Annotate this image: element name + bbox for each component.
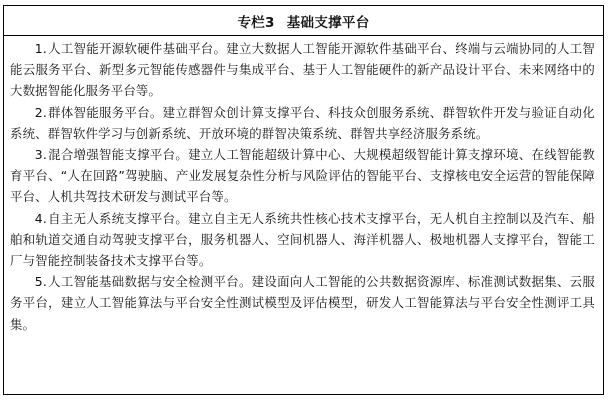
item-number: 5. (34, 274, 48, 290)
list-item-1 (10, 38, 595, 102)
item-number: 3. (34, 147, 48, 163)
item-text: 自主无人系统支撑平台。建立自主无人系统共性核心技术支撑平台，无人机自主控制以及汽车、船舶和轨道交通自动驾驶支撑平台，服务机器人、空间机器人、海洋机器人、极地机器人支撑平台，智能工厂与智能控制装备技术支撑平台等。 (10, 210, 595, 269)
list-item-5 (10, 271, 595, 335)
list-item-3 (10, 144, 595, 208)
item-number: 1. (34, 41, 48, 56)
list-item-2 (10, 102, 595, 144)
item-number: 4. (34, 210, 48, 226)
box-label: 专栏3 (237, 14, 275, 31)
item-text: 混合增强智能支撑平台。建立人工智能超级计算中心、大规模超级智能计算支撑环境、在线智能教育平台、“人在回路”驾驶脑、产业发展复杂性分析与风险评估的智能平台、支撑核电安全运营的智能保障平台、人机共驾技术研发与测试平台等。 (10, 147, 595, 205)
item-text: 人工智能基础数据与安全检测平台。建设面向人工智能的公共数据资源库、标准测试数据集、云服务平台，建立人工智能算法与平台安全性测试模型及评估模型，研发人工智能算法与平台安全性测评工具集。 (10, 274, 595, 332)
box-header (4, 6, 603, 36)
item-text: 群体智能服务平台。建立群智众创计算支撑平台、科技众创服务系统、群智软件开发与验证自动化系统、群智软件学习与创新系统、开放环境的群智决策系统、群智共享经济服务系统。 (10, 104, 595, 141)
item-number: 2. (34, 104, 48, 120)
box-content (4, 36, 603, 335)
box-title: 基础支撑平台 (286, 14, 370, 31)
feature-box (3, 5, 604, 395)
item-text: 人工智能开源软硬件基础平台。建立大数据人工智能开源软件基础平台、终端与云端协同的人工智能云服务平台、新型多元智能传感器件与集成平台、基于人工智能硬件的新产品设计平台、未来网络中的大数据智能化服务平台等。 (10, 41, 595, 99)
list-item-4 (10, 208, 595, 272)
